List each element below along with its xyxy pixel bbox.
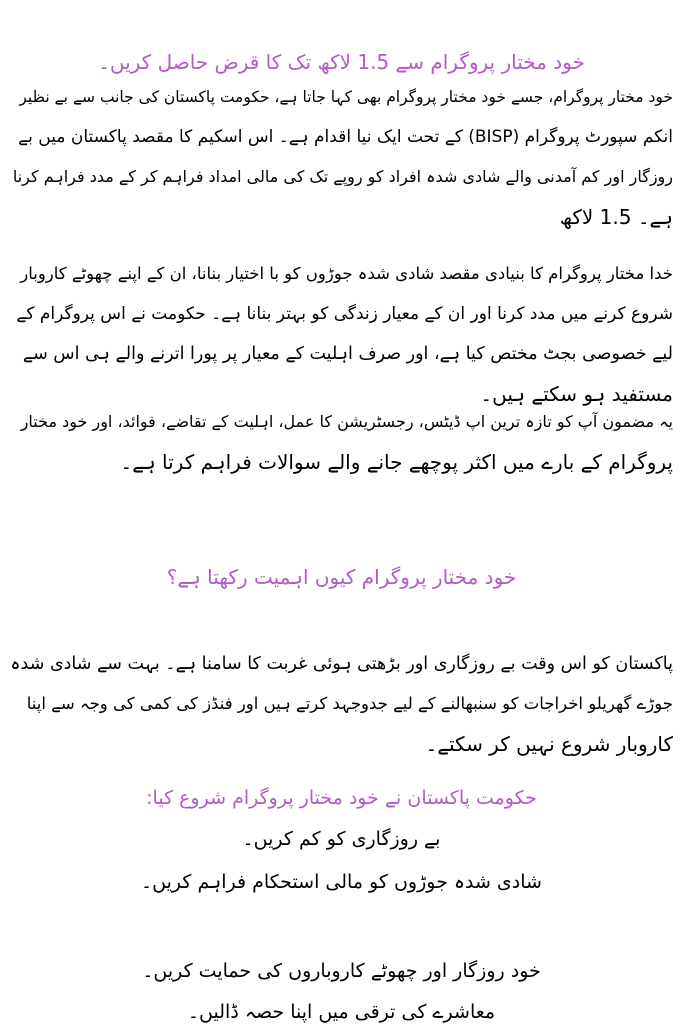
importance-line: جوڑے گھریلو اخراجات کو سنبھالنے کے لیے جدوجہد کرتے ہیں اور فنڈز کی کمی کی وجہ سے اپنا (26, 694, 673, 713)
importance-line: کاروبار شروع نہیں کر سکتے۔ (425, 732, 673, 756)
intro-line: ہے۔ 1.5 لاکھ (559, 205, 673, 229)
intro-line: انکم سپورٹ پروگرام (BISP) کے تحت ایک نیا اقدام ہے۔ اس اسکیم کا مقصد پاکستان میں بے (18, 127, 673, 147)
section-heading-launch: حکومت پاکستان نے خود مختار پروگرام شروع کیا: (146, 787, 537, 809)
intro-paragraph (10, 77, 673, 237)
purpose-line: لیے خصوصی بجٹ مختص کیا ہے، اور صرف اہلیت کے معیار پر پورا اترنے والے ہی اس سے (22, 344, 673, 364)
article-title: خود مختار پروگرام سے 1.5 لاکھ تک کا قرض حاصل کریں۔ (98, 50, 585, 74)
purpose-line: شروع کرنے میں مدد کرنا اور ان کے معیار زندگی کو بہتر بنانا ہے۔ حکومت نے اس پروگرام کے (16, 304, 673, 324)
purpose-paragraph (10, 254, 673, 414)
goal-item: بے روزگاری کو کم کریں۔ (242, 828, 441, 850)
note-line: یہ مضمون آپ کو تازہ ترین اپ ڈیٹس، رجسٹریشن کا عمل، اہلیت کے تقاضے، فوائد، اور خود مختار (20, 412, 673, 431)
article-note-paragraph (10, 402, 673, 482)
purpose-line: مستفید ہو سکتے ہیں۔ (480, 382, 673, 406)
goal-item: معاشرے کی ترقی میں اپنا حصہ ڈالیں۔ (187, 1001, 496, 1023)
purpose-line: خدا مختار پروگرام کا بنیادی مقصد شادی شدہ جوڑوں کو با اختیار بنانا، ان کے اپنے چھوٹے کاروبار (20, 264, 673, 283)
importance-paragraph (10, 644, 673, 764)
section-heading-importance: خود مختار پروگرام کیوں اہمیت رکھتا ہے؟ (166, 565, 517, 589)
intro-line: خود مختار پروگرام، جسے خود مختار پروگرام بھی کہا جاتا ہے، حکومت پاکستان کی جانب سے بے نظیر (19, 88, 673, 106)
goal-item: شادی شدہ جوڑوں کو مالی استحکام فراہم کریں۔ (141, 871, 542, 893)
intro-line: روزگار اور کم آمدنی والے شادی شدہ افراد کو روپے تک کی مالی امداد فراہم کر کے مدد فراہم کرنا (12, 167, 673, 186)
note-line: پروگرام کے بارے میں اکثر پوچھے جانے والے سوالات فراہم کرتا ہے۔ (120, 450, 673, 474)
goal-item: خود روزگار اور چھوٹے کاروباروں کی حمایت کریں۔ (142, 960, 541, 982)
importance-line: پاکستان کو اس وقت بے روزگاری اور بڑھتی ہوئی غربت کا سامنا ہے۔ بہت سے شادی شدہ (10, 654, 673, 674)
